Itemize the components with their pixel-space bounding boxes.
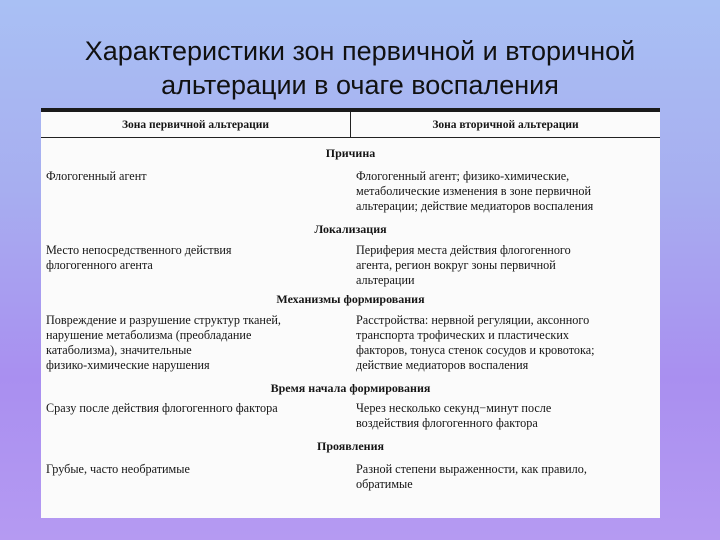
cell-line: транспорта трофических и пластических <box>356 328 569 342</box>
slide-title-line-2: альтерации в очаге воспаления <box>161 70 559 100</box>
section-row <box>41 243 660 288</box>
header-secondary-zone: Зона вторичной альтерации <box>432 118 579 131</box>
cell-line: катаболизма), значительные <box>46 343 192 357</box>
section-cause <box>41 146 660 214</box>
header-primary-zone: Зона первичной альтерации <box>41 112 351 137</box>
cell-line: Сразу после действия флогогенного фактора <box>46 401 278 415</box>
primary-cell <box>41 313 341 373</box>
cell-line: Периферия места действия флогогенного <box>356 243 571 257</box>
cell-line: воздействия флогогенного фактора <box>356 416 538 430</box>
cell-line: Разной степени выраженности, как правило, <box>356 462 587 476</box>
cell-line: Повреждение и разрушение структур тканей, <box>46 313 281 327</box>
cell-line: физико-химические нарушения <box>46 358 210 372</box>
section-heading: Локализация <box>314 222 387 236</box>
section-heading: Проявления <box>317 439 384 453</box>
cell-line: Через несколько секунд−минут после <box>356 401 552 415</box>
cell-line: факторов, тонуса стенок сосудов и кровотока; <box>356 343 595 357</box>
secondary-cell <box>341 243 660 288</box>
slide-title <box>0 34 720 102</box>
cell-line: флогогенного агента <box>46 258 153 272</box>
cell-line: альтерации; действие медиаторов воспаления <box>356 199 594 213</box>
cell-line: нарушение метаболизма (преобладание <box>46 328 252 342</box>
section-localization <box>41 222 660 288</box>
section-onset-time <box>41 381 660 431</box>
cell-line: Флогогенный агент <box>46 169 147 183</box>
secondary-cell <box>341 462 660 492</box>
section-row <box>41 313 660 373</box>
cell-line: Грубые, часто необратимые <box>46 462 190 476</box>
section-heading: Механизмы формирования <box>276 292 425 306</box>
cell-line: действие медиаторов воспаления <box>356 358 529 372</box>
secondary-cell <box>341 313 660 373</box>
section-row <box>41 401 660 431</box>
primary-cell <box>41 243 341 288</box>
section-mechanisms <box>41 292 660 373</box>
section-row <box>41 169 660 214</box>
section-heading: Время начала формирования <box>270 381 431 395</box>
section-row <box>41 462 660 492</box>
cell-line: альтерации <box>356 273 415 287</box>
cell-line: Флогогенный агент; физико-химические, <box>356 169 570 183</box>
section-heading: Причина <box>325 146 376 160</box>
cell-line: Расстройства: нервной регуляции, аксонного <box>356 313 590 327</box>
primary-cell <box>41 401 341 431</box>
primary-cell <box>41 169 341 214</box>
scanned-table <box>41 108 660 518</box>
cell-line: обратимые <box>356 477 413 491</box>
secondary-cell <box>341 401 660 431</box>
primary-cell <box>41 462 341 492</box>
slide-title-line-1: Характеристики зон первичной и вторичной <box>84 36 636 66</box>
section-manifestations <box>41 439 660 492</box>
secondary-cell <box>341 169 660 214</box>
cell-line: метаболические изменения в зоне первичной <box>356 184 591 198</box>
table-header <box>41 112 660 138</box>
cell-line: Место непосредственного действия <box>46 243 232 257</box>
cell-line: агента, регион вокруг зоны первичной <box>356 258 556 272</box>
